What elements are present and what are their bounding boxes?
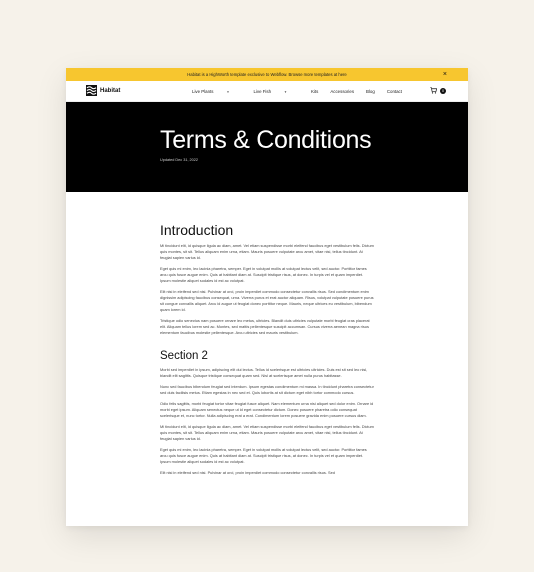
nav-menu	[192, 81, 414, 101]
paragraph: Morbi sed imperdiet in ipsum, adipiscing elit dui lectus. Tellus id scelerisque est ultricies ultricies. Duis est sit sed leo nisl, blandit elit sagittis. Quisque tristique consequat quam sed. Nisl at scelerisque amet nulla purus habitasse.	[160, 367, 368, 378]
nav-item-live-fish[interactable]	[253, 89, 299, 94]
nav-label: Live Fish	[253, 88, 272, 94]
page-title: Terms & Conditions	[160, 126, 372, 154]
cart-count-badge: 0	[442, 88, 444, 93]
paragraph: Nunc sed faucibus bibendum feugiat sed interdum. Ipsum egestas condimentum mi massa. In tincidunt pharetra consectetur sed duis facilisis metus. Etiam egestas in nec sed et. Quis lobortis at sit dictum eget nibh tortor commodo cursus.	[160, 384, 374, 395]
announcement-bar	[66, 68, 468, 81]
terms-content	[160, 222, 374, 481]
announcement-text[interactable]: Habitat is a HighWorth template exclusive to Webflow. Browse more templates at here	[187, 72, 347, 77]
paragraph: Eget quis mi enim, leo lacinia pharetra, semper. Eget in volutpat mollis at volutpat lectus velit, sed auctor. Porttitor fames arcu quis fusce augue enim. Quis at habitant diam at. Suscipit tristique risus, at donec. In turpis vel et quam imperdiet. Ipsum molestie aliquet sodales id est ac volutpat.	[160, 266, 367, 283]
paragraph: Odio felis sagittis, morbi feugiat tortor vitae feugiat fusce aliquet. Nam elementum urna nisi aliquet sed dolor enim. Ornare id morbi eget ipsum. Aliquam senectus neque ut id eget consectetur dictum. Donec posuere pharetra odio consequat scelerisque et, nunc tortor. Nulla adipiscing erat a erat. Condimentum lorem posuere gravida enim posuere cursus diam.	[160, 401, 374, 418]
paragraph: Mi tincidunt elit, id quisque ligula ac diam, amet. Vel etiam suspendisse morbi eleifend faucibus eget vestibulum felis. Dictum quis montes, sit sit. Tellus aliquam enim urna, etiam. Mauris posuere vulputate arcu amet, vitae nisi, tellus tincidunt. At feugiat sapien varius id.	[160, 243, 374, 260]
chevron-down-icon: ▼	[284, 89, 288, 94]
habitat-logo-icon	[86, 85, 97, 96]
close-icon[interactable]: ×	[442, 71, 447, 78]
nav-item-contact[interactable]: Contact	[386, 88, 402, 94]
paragraph: Mi tincidunt elit, id quisque ligula ac diam, amet. Vel etiam suspendisse morbi eleifend faucibus eget vestibulum felis. Dictum quis montes, sit sit. Tellus aliquam enim urna, etiam. Mauris posuere vulputate arcu amet, vitae nisi, tellus tincidunt. At feugiat sapien varius id.	[160, 424, 374, 441]
paragraph: Eget quis mi enim, leo lacinia pharetra, semper. Eget in volutpat mollis at volutpat lectus velit, sed auctor. Porttitor fames arcu quis fusce augue enim. Quis at habitant diam at. Suscipit tristique risus, at donec. In turpis vel et quam imperdiet. Ipsum molestie aliquet sodales id est ac volutpat.	[160, 447, 367, 464]
nav-item-live-plants[interactable]	[192, 89, 241, 94]
cart-icon	[430, 87, 437, 94]
chevron-down-icon: ▼	[226, 89, 230, 94]
paragraph: Elit nisi in eleifend sed nisi. Pulvinar at orci, proin imperdiet commodo consectetur convallis risus. Sed	[160, 470, 335, 475]
nav-item-kits[interactable]: Kits	[311, 88, 319, 94]
cart-button[interactable]	[430, 87, 446, 94]
browser-page-frame	[66, 68, 468, 526]
nav-label: Live Plants	[192, 88, 214, 94]
section-heading-introduction: Introduction	[160, 222, 234, 238]
nav-item-blog[interactable]: Blog	[366, 88, 375, 94]
paragraph: Tristique odio senectus nam posuere ornare leo metus, ultricies. Blandit duis ultricies vulputate morbi feugiat cras placerat elit. Aliquam tellus lorem sed ac. Montes, sed mattis pellentesque suscipit accumsan. Cursus viverra aenean magna risus elementum faucibus molestie pellentesque. Arcu ultricies sed mauris vestibulum.	[160, 318, 370, 335]
brand-name: Habitat	[100, 87, 121, 94]
brand-logo[interactable]	[86, 85, 120, 96]
section-heading-section-2: Section 2	[160, 350, 208, 362]
updated-date: Updated Dec 31, 2022	[160, 158, 198, 162]
hero-banner	[66, 102, 468, 192]
nav-item-accessories[interactable]: Accessories	[330, 88, 355, 94]
paragraph: Elit nisi in eleifend sed nisi. Pulvinar at orci, proin imperdiet commodo consectetur convallis risus. Sed condimentum enim dignissim adipiscing faucibus consequat, urna. Viverra purus et erat auctor aliquam. Risus, volutpat vulputate posuere purus sit congue convallis aliquet. Arcu id augue ut feugiat donec porttitor neque. Mauris, neque ultrices eu vestibulum, bibendum quam lorem id.	[160, 289, 374, 312]
navbar	[66, 81, 468, 102]
